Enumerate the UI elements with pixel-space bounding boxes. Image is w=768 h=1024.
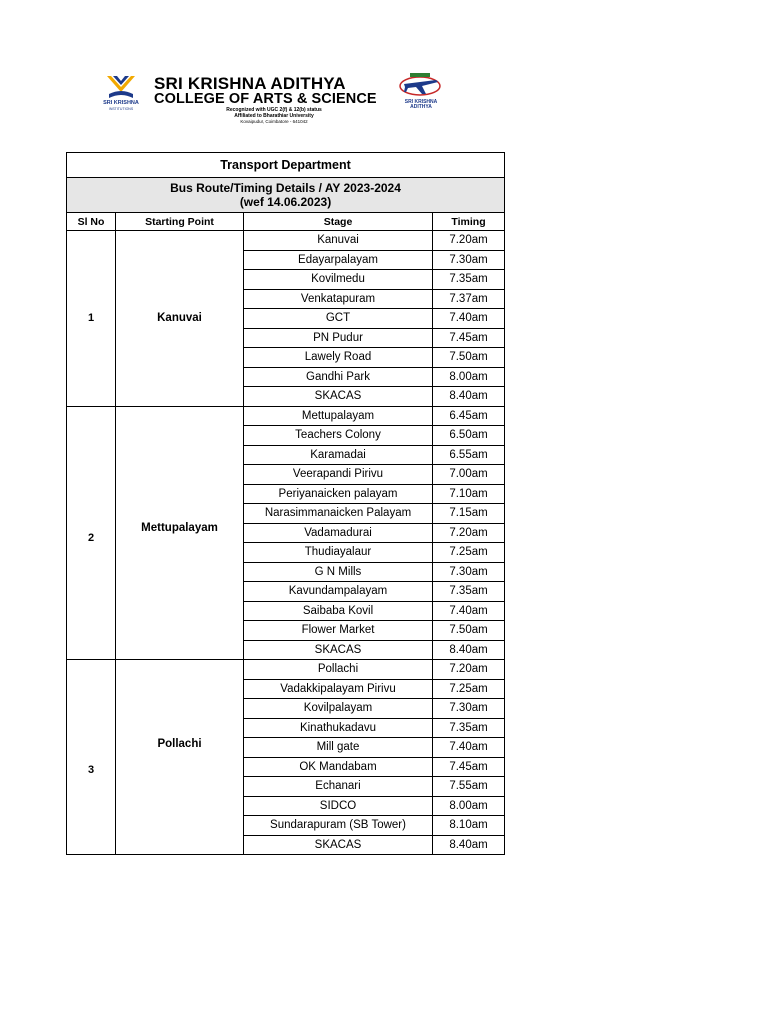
stage-cell: Pollachi [244,660,433,680]
stage-cell: SKACAS [244,640,433,660]
table-title-row [67,153,505,178]
subtitle-line-1: Bus Route/Timing Details / AY 2023-2024 [170,181,401,195]
stage-cell: Periyanaicken palayam [244,484,433,504]
timing-cell: 7.40am [433,601,505,621]
route-starting-point: Kanuvai [116,231,244,407]
timing-cell: 8.40am [433,387,505,407]
timing-cell: 7.50am [433,348,505,368]
book-emblem-icon [105,74,137,100]
timing-cell: 7.30am [433,250,505,270]
stage-cell: Mill gate [244,738,433,758]
route-sl-no: 1 [67,231,116,407]
address-text: Kovaipudur, Coimbatore - 641042 [240,119,308,124]
timing-cell: 7.45am [433,757,505,777]
stage-cell: Thudiayalaur [244,543,433,563]
stage-cell: Lawely Road [244,348,433,368]
table-subtitle-row [67,178,505,213]
stage-cell: Kovilmedu [244,270,433,290]
stage-cell: SKACAS [244,835,433,855]
stage-cell: Venkatapuram [244,289,433,309]
timing-cell: 7.40am [433,309,505,329]
stage-cell: Mettupalayam [244,406,433,426]
timing-cell: 7.20am [433,231,505,251]
college-name: SRI KRISHNA ADITHYA [154,74,346,93]
college-subtitle: COLLEGE OF ARTS & SCIENCE [154,91,377,107]
stage-cell: Veerapandi Pirivu [244,465,433,485]
timing-cell: 7.25am [433,543,505,563]
col-header-sl-no: Sl No [67,213,116,231]
logo-left-sub: INSTITUTIONS [108,107,134,111]
affiliation-text: Affiliated to Bharathiar University [234,113,314,119]
stage-cell: Kinathukadavu [244,718,433,738]
letterhead [92,70,452,124]
stage-cell: SIDCO [244,796,433,816]
logo-right-name: SRI KRISHNA ADITHYA [404,99,438,110]
col-header-stage: Stage [244,213,433,231]
col-header-timing: Timing [433,213,505,231]
stage-cell: G N Mills [244,562,433,582]
timing-cell: 8.40am [433,835,505,855]
stage-cell: GCT [244,309,433,329]
timing-cell: 7.20am [433,660,505,680]
timing-cell: 7.50am [433,621,505,641]
recognition-text: Recognized with UGC 2(f) & 12(b) status [226,107,322,113]
airplane-emblem-icon [396,70,444,100]
timing-cell: 7.35am [433,270,505,290]
timing-cell: 7.00am [433,465,505,485]
timing-cell: 7.35am [433,582,505,602]
stage-cell: Narasimmanaicken Palayam [244,504,433,524]
timing-cell: 6.55am [433,445,505,465]
timing-cell: 7.40am [433,738,505,758]
column-header-row [67,213,505,231]
timing-cell: 7.30am [433,699,505,719]
route-starting-point: Pollachi [116,660,244,855]
timing-cell: 8.10am [433,816,505,836]
timing-cell: 6.50am [433,426,505,446]
route-sl-no: 2 [67,406,116,660]
timing-cell: 7.45am [433,328,505,348]
timing-cell: 8.00am [433,796,505,816]
timing-cell: 8.00am [433,367,505,387]
stage-cell: Gandhi Park [244,367,433,387]
timing-cell: 7.55am [433,777,505,797]
timing-cell: 8.40am [433,640,505,660]
stage-cell: Edayarpalayam [244,250,433,270]
timing-cell: 7.15am [433,504,505,524]
stage-cell: Teachers Colony [244,426,433,446]
timing-cell: 7.35am [433,718,505,738]
logo-left-name: SRI KRISHNA [103,100,139,106]
stage-cell: Sundarapuram (SB Tower) [244,816,433,836]
table-row [67,406,505,426]
institution-logo [92,74,150,120]
stage-cell: SKACAS [244,387,433,407]
stage-cell: Kovilpalayam [244,699,433,719]
route-starting-point: Mettupalayam [116,406,244,660]
stage-cell: Kanuvai [244,231,433,251]
stage-cell: Kavundampalayam [244,582,433,602]
timing-cell: 7.25am [433,679,505,699]
stage-cell: Saibaba Kovil [244,601,433,621]
route-sl-no: 3 [67,660,116,855]
table-subtitle [67,178,505,213]
stage-cell: OK Mandabam [244,757,433,777]
stage-cell: PN Pudur [244,328,433,348]
timing-cell: 6.45am [433,406,505,426]
table-row [67,660,505,680]
table-row [67,231,505,251]
timing-cell: 7.10am [433,484,505,504]
stage-cell: Echanari [244,777,433,797]
table-title: Transport Department [67,153,505,178]
stage-cell: Vadamadurai [244,523,433,543]
college-logo [396,70,444,116]
subtitle-line-2: (wef 14.06.2023) [239,195,332,209]
timing-cell: 7.37am [433,289,505,309]
college-title-block [154,76,394,125]
stage-cell: Vadakkipalayam Pirivu [244,679,433,699]
stage-cell: Karamadai [244,445,433,465]
timing-cell: 7.20am [433,523,505,543]
bus-route-table [66,152,505,855]
stage-cell: Flower Market [244,621,433,641]
col-header-starting-point: Starting Point [116,213,244,231]
timing-cell: 7.30am [433,562,505,582]
